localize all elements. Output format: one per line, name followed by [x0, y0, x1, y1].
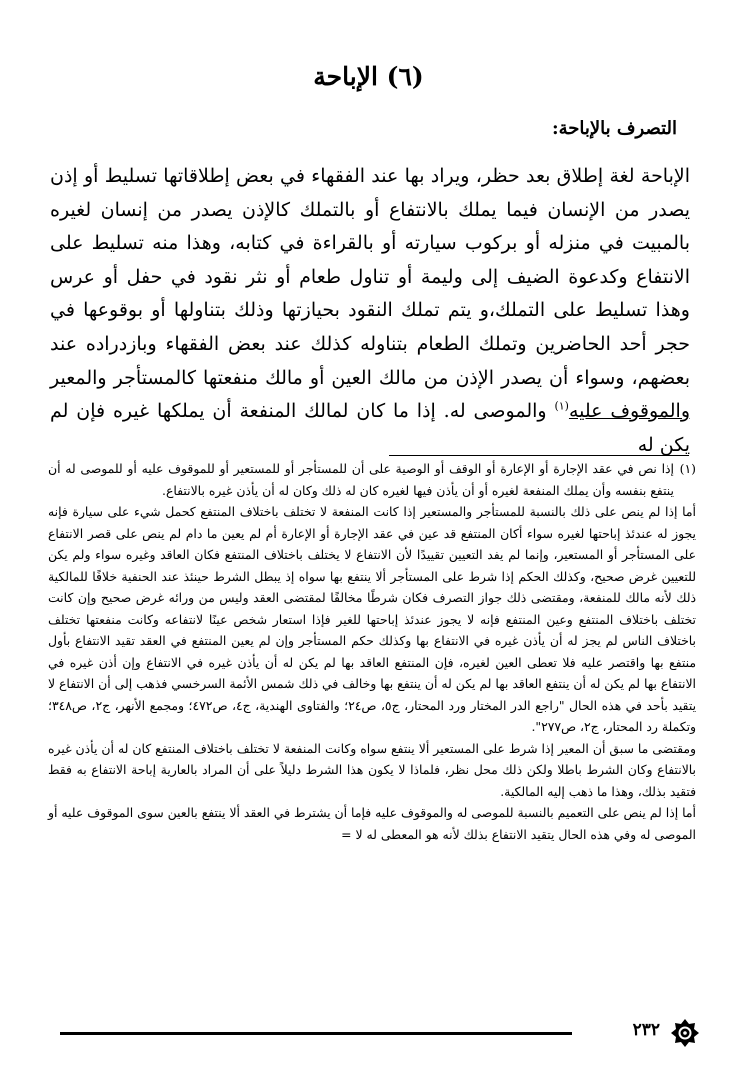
footnote-text: إذا نص في عقد الإجارة أو الإعارة أو الوقف أو الوصية على أن للمستأجر أو للمستعير أو للموقوف عليه أو للموصى له أن ينتفع بنفسه وأن يملك المنفعة لغيره أو أن يأذن فيها لغيره كان له ذلك وكان له أن يأذن غيره بالانتفاع. [48, 461, 674, 498]
footnote-reference[interactable]: (١) [554, 399, 569, 413]
underlined-phrase: والموقوف عليه [568, 400, 690, 423]
page-number: ٢٣٢ [632, 1020, 660, 1040]
paragraph-text: الإباحة لغة إطلاق بعد حظر، ويراد بها عند الفقهاء في بعض إطلاقاتها تسليط أو إذن يصدر من الإنسان فيما يملك بالانتفاع أو بالتملك كالإذن يصدر من إنسان لغيره بالمبيت في منزله أو بركوب سيارته أو بالقراءة في كتابه، وهذا منه تسليط على الانتفاع وكدعوة الضيف إلى وليمة أو تناول طعام أو نثر نقود في حفل أو عرس وهذا تسليط على التملك،و يتم تملك النقود بحيازتها وذلك بتناولها أو بوقوعها في حجر أحد الحاضرين وتملك الطعام بتناوله كذلك عند بعض الفقهاء وبازدراده عند بعضهم، وسواء أن يصدر الإذن من مالك العين أو مالك منفعتها كالمستأجر والمعير [50, 165, 690, 389]
footnote-paragraph: ومقتضى ما سبق أن المعير إذا شرط على المستعير ألا ينتفع سواه وكانت المنفعة لا تختلف باختلاف المنتفع كان له أن يأذن غيره بالانتفاع وكان الشرط باطلا ولكن ذلك محل نظر، فلماذا لا يكون هذا الشرط دليلاً على أن المراد بالعارية إباحة الانتفاع به فقط فتقيد بذلك، وهذا ما ذهب إليه المالكية. [48, 740, 696, 799]
page-title: (٦) الإباحة [313, 62, 424, 91]
footer-rule [60, 1032, 572, 1035]
footnotes-section [48, 458, 696, 845]
footnote-divider [389, 455, 689, 456]
footnote-number: (١) [679, 461, 696, 476]
section-heading: التصرف بالإباحة: [551, 118, 677, 139]
footnote-paragraph: أما إذا لم ينص على ذلك بالنسبة للمستأجر والمستعير إذا كانت المنفعة لا تختلف باختلاف المنتفع كحمل شيء على سيارة فإنه يجوز له عندئذ إباحتها لغيره سواء أكان المنتفع قد عين في عقد الإجارة أو الإعارة أم لم يعين ما دام لم ينص على قصر الانتفاع على المستأجر أو المستعير، وإنما لم يفد التعيين تقييدًا لأن الانتفاع لا يختلف باختلاف المنتفع فكان العاقد وغيره سواء ولم يكن للتعيين غرض صحيح، وكذلك الحكم إذا شرط على المستأجر ألا ينتفع بها سواه إذ يبطل الشرط حينئذ عند الحنفية خلافًا للمالكية ذلك لأنه مالك للمنفعة، ومقتضى ذلك جواز التصرف فكان شرطًا مخالفًا لمقتضى العقد وليس من ورائه غرض صحيح وإن كانت تختلف باختلاف المنتفع وعين المنتفع فإنه لا يجوز عندئذ إباحتها للغير فإذا استعار شخص عينًا لانتفاعه وكانت منفعتها تختلف باختلاف الناس لم يجز له أن يأذن غيره في الانتفاع بها وكذلك حكم المستأجر وإن لم يعين المنتفع في العقد تقيد الانتفاع بأول منتفع بها واقتصر عليه فلا تعطى العين لغيره، فإن المنتفع العاقد بها لم يكن له أن يأذن غيره في الانتفاع وإن أذن غيره في الانتفاع بها لم يكن له أن ينتفع العاقد بها لم يكن له أن ينتفع بها وخالف في ذلك شمس الأئمة السرخسي فذهب إلى أن الانتفاع لا يتقيد بأحد في هذه الحال "راجع الدر المختار ورد المحتار، ج٥، ص٢٤؛ والفتاوى الهندية، ج٤، ص٤٧٢؛ ومجمع الأنهر، ج٢، ص٣٤٨؛ وتكملة رد المحتار، ج٢، ص٢٧٧". [48, 504, 697, 734]
page-footer [40, 1018, 700, 1048]
main-paragraph [50, 160, 690, 462]
paragraph-text-continued: والموصى له. إذا ما كان لمالك المنفعة أن يملكها غيره فإن لم يكن له [50, 400, 690, 456]
flower-ornament-icon [670, 1018, 700, 1048]
footnote-item [48, 458, 696, 501]
footnote-paragraph: أما إذا لم ينص على التعميم بالنسبة للموصى له والموقوف عليه فإما أن يشترط في العقد ألا ينتفع بالعين سوى الموقوف عليه أو الموصى له وفي هذه الحال يتقيد الانتفاع بذلك لأنه هو المعطى له لا = [48, 805, 696, 842]
